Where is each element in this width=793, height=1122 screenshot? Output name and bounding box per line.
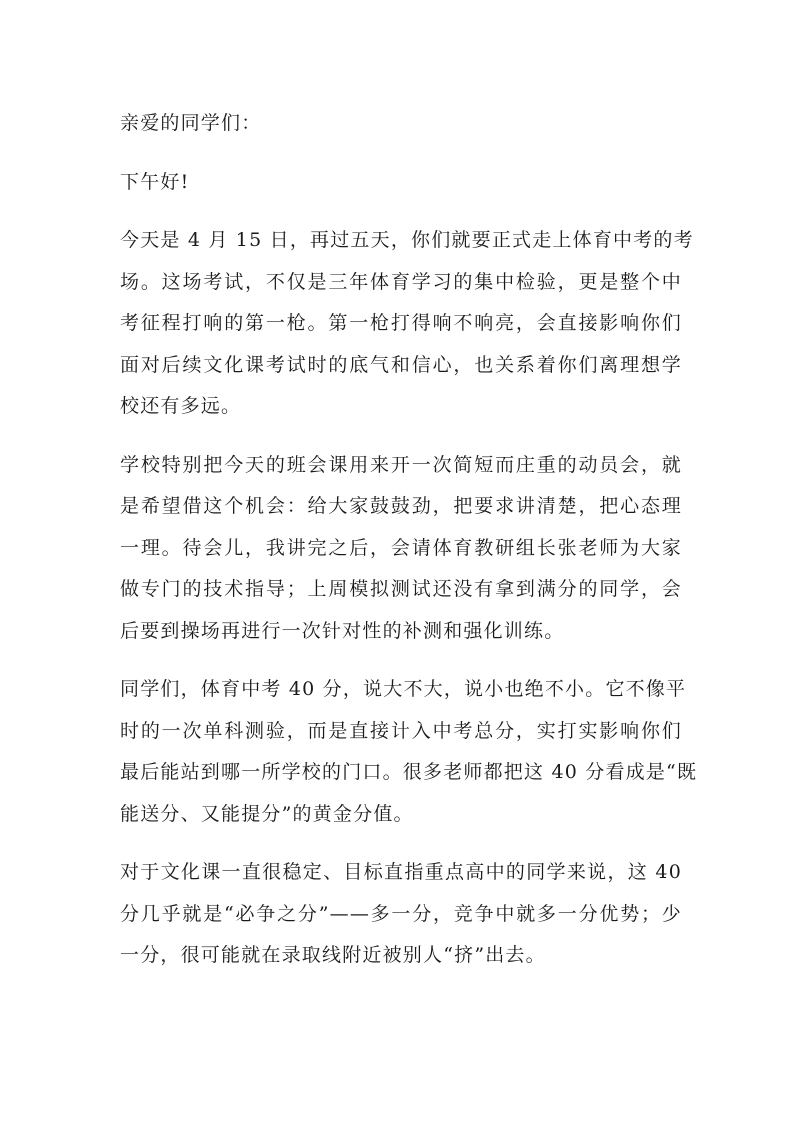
salutation-text: 亲爱的同学们： <box>120 112 262 134</box>
paragraph-line: 分几乎就是“必争之分”——多一分，竞争中就多一分优势；少 <box>120 902 682 925</box>
paragraph-line: 是希望借这个机会：给大家鼓鼓劲，把要求讲清楚，把心态理 <box>120 495 682 517</box>
paragraph-line: 最后能站到哪一所学校的门口。很多老师都把这 40 分看成是“既 <box>120 761 698 783</box>
paragraph-line: 同学们，体育中考 40 分，说大不大，说小也绝不小。它不像平 <box>120 678 687 700</box>
paragraph-line: 学校特别把今天的班会课用来开一次简短而庄重的动员会，就 <box>120 453 682 476</box>
paragraph-line: 校还有多远。 <box>120 395 242 417</box>
paragraph-line: 时的一次单科测验，而是直接计入中考总分，实打实影响你们 <box>120 719 682 742</box>
paragraph-must-win-points <box>120 852 682 977</box>
paragraph-line: 场。这场考试，不仅是三年体育学习的集中检验，更是整个中 <box>120 270 682 293</box>
document-page <box>120 103 698 994</box>
paragraph-line: 能送分、又能提分”的黄金分值。 <box>120 802 414 825</box>
paragraph-line: 今天是 4 月 15 日，再过五天，你们就要正式走上体育中考的考 <box>120 229 694 251</box>
paragraph-line: 考征程打响的第一枪。第一枪打得响不响亮，会直接影响你们 <box>120 312 682 334</box>
paragraph-line: 面对后续文化课考试时的底气和信心，也关系着你们离理想学 <box>120 353 682 376</box>
paragraph-line: 一分，很可能就在录取线附近被别人“挤”出去。 <box>120 944 546 966</box>
greeting <box>120 162 682 204</box>
salutation <box>120 103 682 145</box>
paragraph-mobilization-meeting <box>120 445 682 653</box>
paragraph-line: 后要到操场再进行一次针对性的补测和强化训练。 <box>120 619 565 642</box>
paragraph-line: 一理。待会儿，我讲完之后，会请体育教研组长张老师为大家 <box>120 536 682 559</box>
paragraph-forty-points <box>120 669 698 835</box>
greeting-text: 下午好! <box>120 170 190 193</box>
paragraph-line: 对于文化课一直很稳定、目标直指重点高中的同学来说，这 40 <box>120 861 682 883</box>
paragraph-exam-date <box>120 220 694 428</box>
paragraph-line: 做专门的技术指导；上周模拟测试还没有拿到满分的同学，会 <box>120 578 682 600</box>
